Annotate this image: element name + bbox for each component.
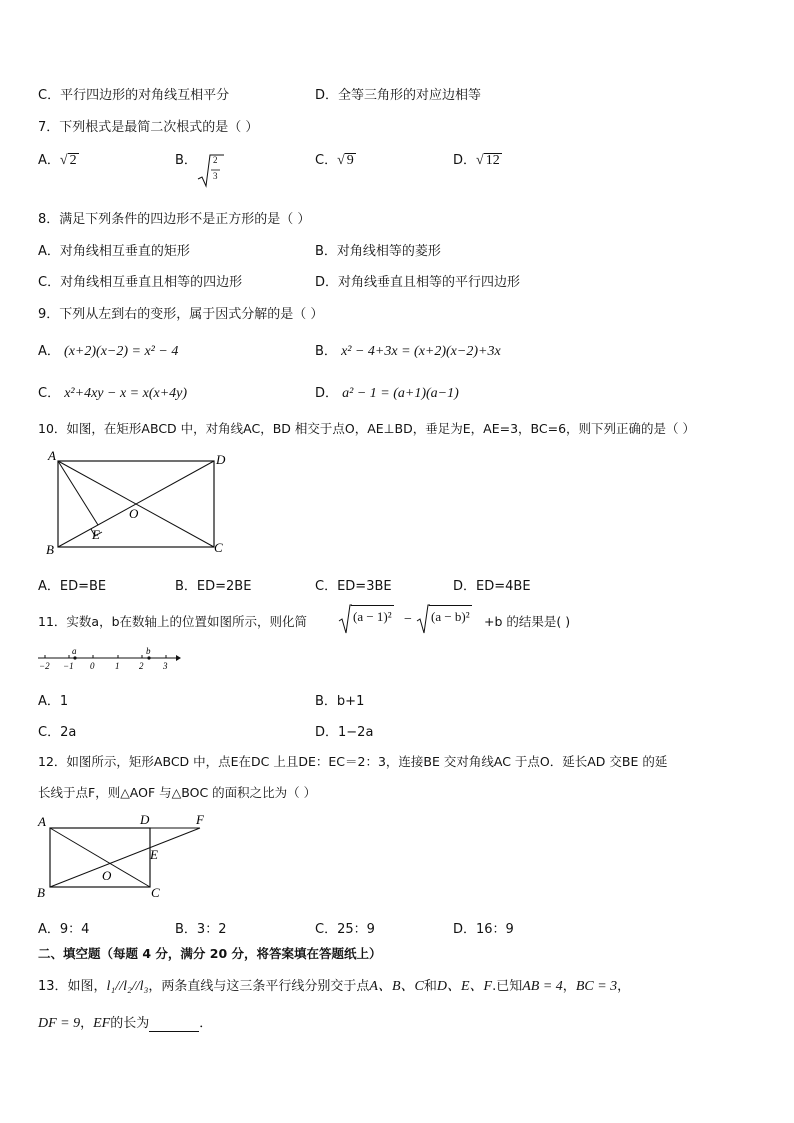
q11-radicand-1: (a − 1)² — [351, 605, 394, 625]
q12-label-o: O — [102, 868, 112, 883]
q11-point-a-label: a — [72, 646, 77, 656]
q8-option-c: C．对角线相互垂直且相等的四边形 — [38, 275, 243, 290]
q11-radical-sign-2 — [416, 603, 430, 635]
q13-points-abc: A、B、C — [369, 979, 424, 994]
q7-radicand-d: 12 — [485, 153, 500, 168]
q12-label-b: B — [37, 885, 45, 900]
q9-option-d-label: D． — [315, 386, 339, 401]
q12-stem-line2: 长线于点F，则△AOF 与△BOC 的面积之比为（ ） — [38, 785, 317, 800]
q13-bc-value: BC = 3 — [575, 979, 618, 994]
q7-radicand-c: 9 — [346, 153, 354, 168]
q11-option-a: A．1 — [38, 694, 69, 709]
q7-option-d-label: D． — [453, 153, 477, 168]
q8-stem: 8．满足下列条件的四边形不是正方形的是（ ） — [38, 212, 311, 227]
q10-label-a: A — [48, 448, 56, 463]
q13-parallel-lines: l₁//l₂//l₃ — [106, 979, 149, 994]
q10-label-b: B — [46, 542, 54, 557]
q12-stem-line1: 12．如图所示，矩形ABCD 中，点E在DC 上且DE：EC＝2：3，连接BE 交对角线AC 于点O．延长AD 交BE 的延 — [38, 754, 668, 769]
section-fill-in-title: 二、填空题（每题 4 分，满分 20 分，将答案填在答题纸上） — [38, 946, 382, 961]
q13-comma: ， — [562, 979, 576, 994]
q9-option-b — [315, 340, 501, 360]
q9-stem: 9．下列从左到右的变形，属于因式分解的是（ ） — [38, 307, 324, 322]
q13-comma: ， — [80, 1016, 94, 1031]
q10-label-c: C — [214, 540, 223, 555]
q13-points-def: D、E、F — [436, 979, 493, 994]
q9-option-a — [38, 340, 178, 360]
q13-answer-blank[interactable] — [149, 1019, 199, 1032]
q13-df-value: DF = 9 — [38, 1016, 81, 1031]
q7-radicand-a: 2 — [69, 153, 77, 168]
q13-comma: ， — [617, 979, 631, 994]
q7-option-c: C．√ 9 — [315, 153, 354, 168]
q9-option-c-label: C． — [38, 386, 61, 401]
q13-prefix: 13．如图， — [38, 979, 107, 994]
q13-line1 — [38, 975, 630, 995]
q10-option-c: C．ED=3BE — [315, 579, 392, 594]
q9-option-b-label: B． — [315, 344, 337, 359]
q12-option-a: A．9：4 — [38, 922, 90, 937]
q10-option-a: A．ED=BE — [38, 579, 107, 594]
q7-option-b-fraction-radical — [196, 153, 226, 189]
q11-option-c: C．2a — [38, 725, 77, 740]
q9-option-a-label: A． — [38, 344, 60, 359]
q11-tick-label: 1 — [115, 661, 120, 671]
q7-fraction-numerator: 2 — [213, 155, 218, 165]
q13-ab-value: AB = 4 — [522, 979, 563, 994]
q9-expression-b: x² − 4+3x = (x+2)(x−2)+3x — [341, 344, 501, 359]
q13-known: .已知 — [492, 979, 523, 994]
q12-label-d: D — [140, 812, 150, 827]
q9-expression-d: a² − 1 = (a+1)(a−1) — [342, 386, 459, 401]
q11-tick-label: 0 — [90, 661, 95, 671]
q10-option-d: D．ED=4BE — [453, 579, 531, 594]
q7-option-b — [175, 149, 197, 168]
q6-option-d: D．全等三角形的对应边相等 — [315, 88, 482, 103]
q11-minus-sign: − — [404, 612, 412, 627]
q6-option-c: C．平行四边形的对角线互相平分 — [38, 88, 230, 103]
q13-middle-text: ，两条直线与这三条平行线分别交于点 — [148, 979, 370, 994]
q9-option-c — [38, 382, 187, 402]
q11-number-line — [36, 646, 181, 672]
q11-option-d: D．1−2a — [315, 725, 374, 740]
q10-label-d: D — [216, 452, 226, 467]
q9-option-d — [315, 382, 459, 402]
q10-label-e: E — [92, 527, 100, 542]
q13-line2 — [38, 1012, 212, 1032]
q13-and: 和 — [423, 979, 437, 994]
q13-tail: 的长为 — [110, 1016, 150, 1031]
q12-option-c: C．25：9 — [315, 922, 375, 937]
q9-expression-c: x²+4xy − x = x(x+4y) — [64, 386, 188, 401]
q7-stem: 7．下列根式是最简二次根式的是（ ） — [38, 120, 259, 135]
q10-label-o: O — [129, 506, 139, 521]
q12-rectangle-figure — [34, 810, 214, 902]
q12-option-d: D．16：9 — [453, 922, 514, 937]
q11-stem-suffix: +b 的结果是( ) — [484, 614, 571, 629]
q10-option-b: B．ED=2BE — [175, 579, 252, 594]
q8-option-d: D．对角线垂直且相等的平行四边形 — [315, 275, 521, 290]
q13-ef: EF — [93, 1016, 111, 1031]
q11-point-b-label: b — [146, 646, 151, 656]
q8-option-a: A．对角线相互垂直的矩形 — [38, 244, 190, 259]
q7-option-d: D．√ 12 — [453, 153, 500, 168]
q11-tick-label: 2 — [139, 661, 144, 671]
q11-radicand-2: (a − b)² — [429, 605, 472, 625]
q7-option-a: A．√ 2 — [38, 153, 77, 168]
q7-option-c-label: C． — [315, 153, 338, 168]
q12-label-f: F — [196, 812, 204, 827]
q12-option-b: B．3：2 — [175, 922, 227, 937]
q11-radical-sign-1 — [338, 603, 352, 635]
q10-stem: 10．如图，在矩形ABCD 中，对角线AC，BD 相交于点O，AE⊥BD，垂足为E，AE=3，BC=6，则下列正确的是（ ） — [38, 421, 696, 436]
q8-option-b: B．对角线相等的菱形 — [315, 244, 441, 259]
q13-end: ． — [199, 1016, 213, 1031]
q7-fraction-denominator: 3 — [213, 171, 218, 181]
q9-expression-a: (x+2)(x−2) = x² − 4 — [64, 344, 179, 359]
q11-tick-label: −2 — [39, 661, 50, 671]
q11-stem-prefix: 11．实数a，b在数轴上的位置如图所示，则化简 — [38, 614, 308, 629]
q12-label-e: E — [150, 847, 158, 862]
q10-rectangle-figure — [40, 446, 240, 558]
q12-label-a: A — [38, 814, 46, 829]
q12-label-c: C — [151, 885, 160, 900]
q7-option-a-label: A． — [38, 153, 60, 168]
q7-option-b-label: B． — [175, 153, 197, 168]
q11-tick-label: 3 — [163, 661, 168, 671]
q11-option-b: B．b+1 — [315, 694, 365, 709]
q11-tick-label: −1 — [63, 661, 74, 671]
